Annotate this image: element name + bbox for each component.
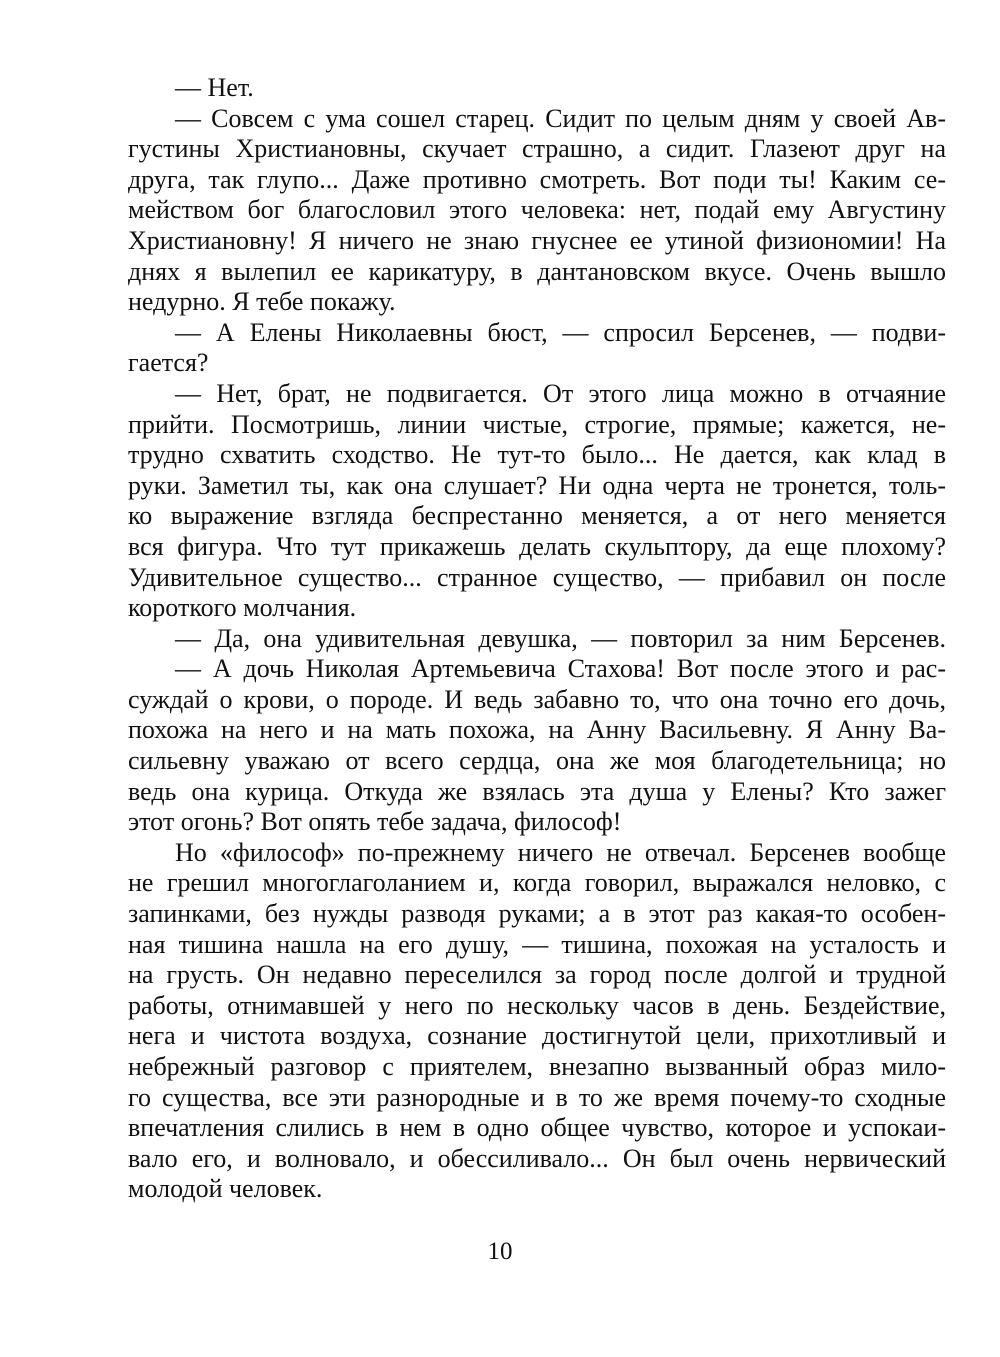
text-line: недурно. Я тебе покажу. <box>128 287 396 317</box>
text-line: вся фигура. Что тут прикажешь делать скульптору, да еще плохому? <box>128 531 946 561</box>
text-line: не грешил многоглаголанием и, когда говорил, выражался неловко, с <box>128 868 946 898</box>
text-line: суждай о крови, о породе. И ведь забавно то, что она точно его дочь, <box>128 684 946 714</box>
text-line: Но «философ» по-прежнему ничего не отвечал. Берсенев вообще <box>175 837 946 867</box>
text-line: нега и чистота воздуха, сознание достигнутой цели, прихотливый и <box>128 1021 946 1051</box>
text-line: трудно схватить сходство. Не тут-то было... Не дается, как клад в <box>128 440 946 470</box>
text-line: мейством бог благословил этого человека: нет, подай ему Августину <box>128 195 946 225</box>
text-line: друга, так глупо... Даже противно смотреть. Вот поди ты! Каким се- <box>128 164 946 194</box>
text-line: запинками, без нужды разводя руками; а в этот раз какая-то особен- <box>128 899 946 929</box>
text-line: гается? <box>128 348 209 378</box>
text-line: впечатления слились в нем в одно общее чувство, которое и успокаи- <box>128 1113 946 1143</box>
text-line: ко выражение взгляда беспрестанно меняется, а от него меняется <box>128 501 946 531</box>
text-line: Удивительное существо... странное существо, — прибавил он после <box>128 562 946 592</box>
text-line: на грусть. Он недавно переселился за город после долгой и трудной <box>128 960 946 990</box>
text-line: короткого молчания. <box>128 593 357 623</box>
text-line: густины Христиановны, скучает страшно, а сидит. Глазеют друг на <box>128 134 946 164</box>
text-line: Христиановну! Я ничего не знаю гнуснее ее утиной физиономии! На <box>128 225 946 255</box>
text-line: го существа, все эти разнородные и в то же время почему-то сходные <box>128 1082 946 1112</box>
text-line: — А дочь Николая Артемьевича Стахова! Вот после этого и рас- <box>175 654 946 684</box>
text-line: молодой человек. <box>128 1174 323 1204</box>
text-line: ная тишина нашла на его душу, — тишина, похожая на усталость и <box>128 929 946 959</box>
page-number: 10 <box>487 1238 513 1265</box>
text-line: — А Елены Николаевны бюст, — спросил Берсенев, — подви- <box>175 317 946 347</box>
text-line: вало его, и волновало, и обессиливало... Он был очень нервический <box>128 1143 946 1173</box>
text-line: — Совсем с ума сошел старец. Сидит по целым дням у своей Ав- <box>175 103 946 133</box>
text-line: этот огонь? Вот опять тебе задача, философ! <box>128 807 622 837</box>
text-line: — Нет, брат, не подвигается. От этого лица можно в отчаяние <box>175 378 946 408</box>
text-line: руки. Заметил ты, как она слушает? Ни одна черта не тронется, толь- <box>128 470 946 500</box>
body-text <box>128 73 946 1205</box>
text-line: — Да, она удивительная девушка, — повторил за ним Берсенев. <box>175 623 946 653</box>
text-line: ведь она курица. Откуда же взялась эта душа у Елены? Кто зажег <box>128 776 946 806</box>
text-line: прийти. Посмотришь, линии чистые, строгие, прямые; кажется, не- <box>128 409 946 439</box>
text-line: днях я вылепил ее карикатуру, в дантановском вкусе. Очень вышло <box>128 256 946 286</box>
text-line: работы, отнимавшей у него по нескольку часов в день. Бездействие, <box>128 990 946 1020</box>
text-line: сильевну уважаю от всего сердца, она же моя благодетельница; но <box>128 746 946 776</box>
text-line: похожа на него и на мать похожа, на Анну Васильевну. Я Анну Ва- <box>128 715 946 745</box>
text-line: — Нет. <box>175 73 254 102</box>
text-line: небрежный разговор с приятелем, внезапно вызванный образ мило- <box>128 1052 946 1081</box>
